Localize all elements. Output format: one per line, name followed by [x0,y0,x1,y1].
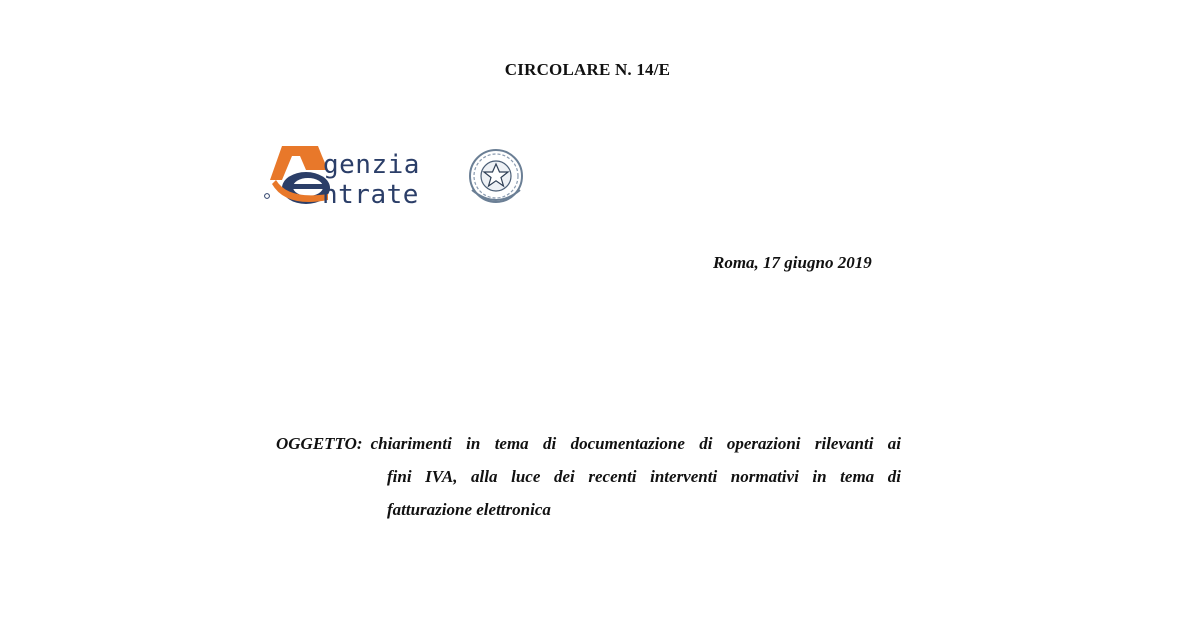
subject-line-1 [276,427,901,460]
agenzia-entrate-logo [262,140,532,210]
subject-line-3: fatturazione elettronica [387,500,551,519]
logo-dot-icon [265,194,270,199]
subject-block [276,427,901,526]
logo-word-ntrate: ntrate [322,180,419,210]
subject-label: OGGETTO: [276,434,363,453]
circolare-title: CIRCOLARE N. 14/E [504,60,671,79]
date-line: Roma, 17 giugno 2019 [713,253,872,272]
subject-line-2: fini IVA, alla luce dei recenti interventi normativi in tema di [387,467,901,486]
italian-republic-emblem-icon [470,150,522,202]
subject-text-line-1: chiarimenti in tema di documentazione di operazioni rilevanti ai [370,434,901,453]
logo-word-genzia: genzia [323,150,420,180]
